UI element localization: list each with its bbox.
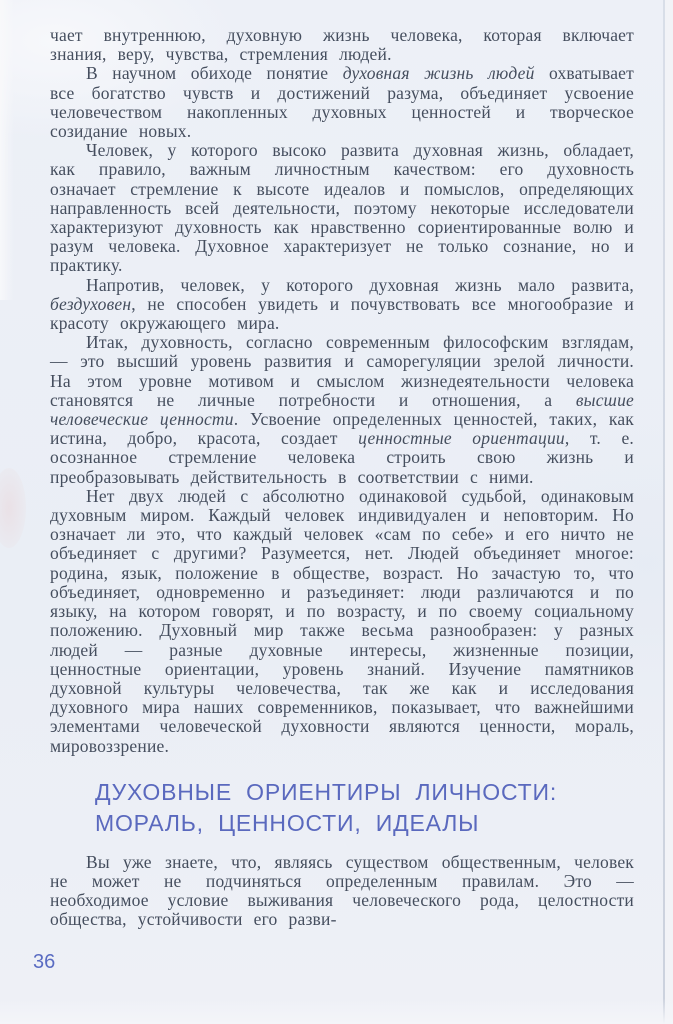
page-edge-margin <box>665 0 673 1024</box>
text-run: В научном обиходе понятие <box>86 63 343 84</box>
text-run: Вы уже знаете, что, являясь существом общественным, человек не может не подчиняться определенным правилам. Это — необходимое условие выживания человеческого рода, целостности общества, устойчивости его разви- <box>50 851 634 930</box>
paragraph <box>50 141 634 275</box>
text-run: , не способен увидеть и почувствовать все многообразие и красоту окружающего мира. <box>50 293 634 334</box>
text-run: . Усвоение определенных ценностей, таких, как истина, добро, красота, создает <box>50 409 634 449</box>
page-bottom-edge <box>0 998 673 1024</box>
paragraph <box>50 26 634 64</box>
italic-term: бездуховен <box>50 293 132 314</box>
heading-line-2: МОРАЛЬ, ЦЕННОСТИ, ИДЕАЛЫ <box>95 809 480 836</box>
text-run: чает внутреннюю, духовную жизнь человека, которая включает знания, веру, чувства, стремления людей. <box>50 25 634 65</box>
section-heading <box>95 777 634 839</box>
paragraph <box>50 487 634 756</box>
heading-line-1: ДУХОВНЫЕ ОРИЕНТИРЫ ЛИЧНОСТИ: <box>95 778 558 805</box>
text-run: , т. е. осознанное стремление человека строить свою жизнь и преобразовывать действительность в соответствии с ними. <box>50 428 635 487</box>
paragraph <box>50 276 634 334</box>
text-run: Итак, духовность, согласно современным философским взглядам,— это высший уровень развития и саморегуляции зрелой личности. На этом уровне мотивом и смыслом жизнедеятельности человека становятся не личные потребности и отношения, а <box>50 332 634 410</box>
body-text-block <box>50 26 634 756</box>
paragraph <box>50 64 634 141</box>
paragraph <box>50 333 634 487</box>
body-text-block-after-heading <box>50 853 634 930</box>
italic-term: духовная жизнь людей <box>342 63 535 84</box>
page-number: 36 <box>33 951 56 973</box>
paragraph <box>50 853 634 930</box>
text-run: Нет двух людей с абсолютно одинаковой судьбой, одинаковым духовным миром. Каждый человек индивидуален и неповторим. Но означает ли это, что каждый человек «сам по себе» и его ничто не объединяет с другими? Разумеется, нет. Людей объединяет многое: родина, язык, положение в обществе, возраст. Но зачастую то, что объединяет, одновременно и разъединяет: люди различаются и по языку, на котором говорят, и по возрасту, и по своему социальному положению. Духовный мир также весьма разнообразен: у разных людей — разные духовные интересы, жизненные позиции, ценностные ориентации, уровень знаний. Изучение памятников духовной культуры человечества, так же как и исследования духовного мира наших современников, показывает, что важнейшими элементами человеческой духовности являются ценности, мораль, мировоззрение. <box>50 485 634 756</box>
italic-term: ценностные ориентации <box>358 428 565 449</box>
text-run: Человек, у которого высоко развита духовная жизнь, обладает, как правило, важным личностным качеством: его духовность означает стремление к высоте идеалов и помыслов, определяющих направленность всей деятельности, поэтому некоторые исследователи характеризуют духовность как нравственно сориентированные волю и разум человека. Духовное характеризует не только сознание, но и практику. <box>50 140 634 276</box>
text-run: Напротив, человек, у которого духовная жизнь мало развита, <box>86 274 634 295</box>
text-run: охватывает все богатство чувств и достижений разума, объединяет усвоение человечеством накопленных духовных ценностей и творческое созидание новых. <box>50 63 634 142</box>
italic-term: высшие человеческие ценности <box>50 389 634 430</box>
